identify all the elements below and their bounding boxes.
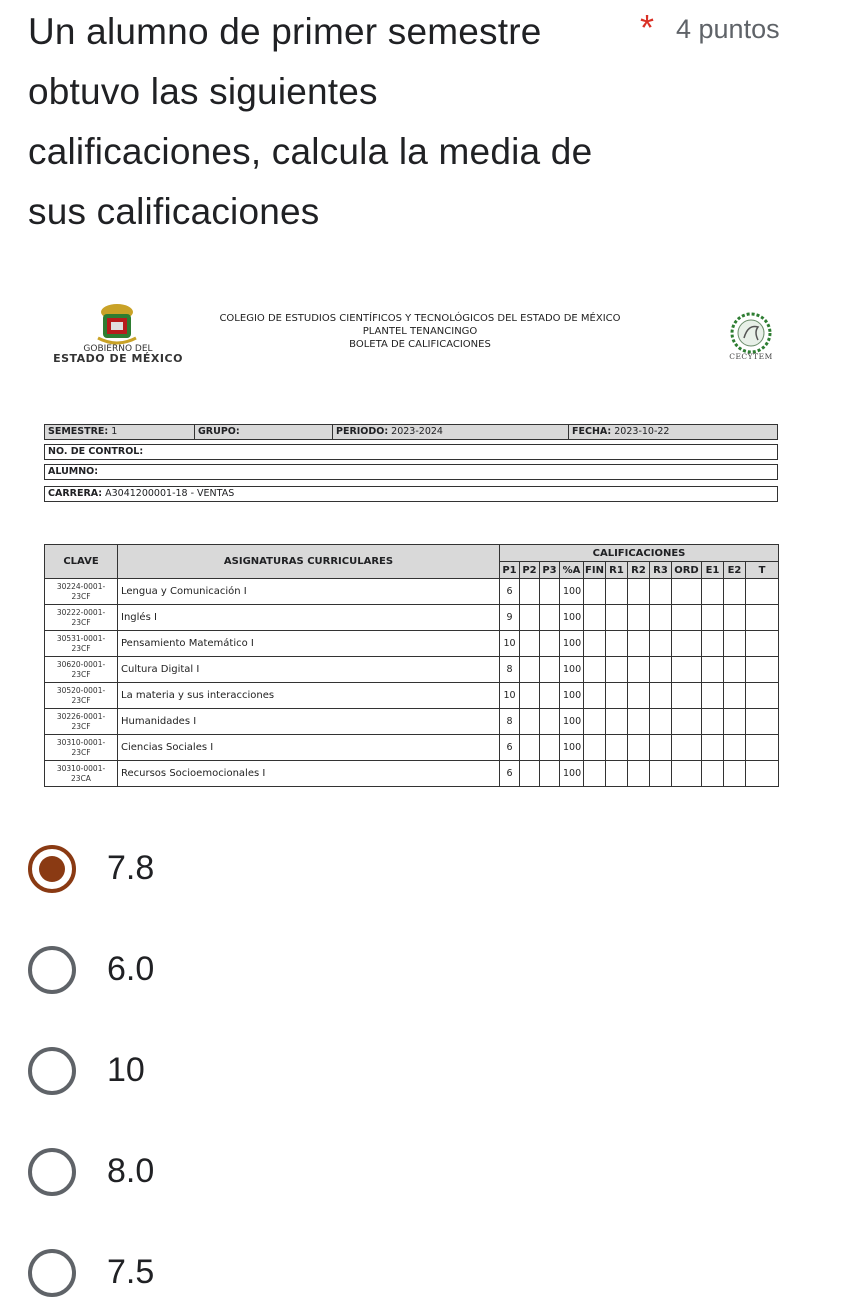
state-coat-of-arms-icon [88,302,146,346]
clave-cell: 30620-0001- 23CF [45,657,118,683]
p1-cell: 8 [500,657,520,683]
radio-selected-icon[interactable] [28,845,76,893]
header-p1: P1 [500,562,520,579]
cecytem-logo-icon [728,310,774,356]
header-e2: E2 [724,562,746,579]
p1-cell: 10 [500,683,520,709]
pct-cell: 100 [560,683,584,709]
header-r1: R1 [606,562,628,579]
clave-cell: 30224-0001- 23CF [45,579,118,605]
info-row-control: NO. DE CONTROL: [44,444,778,460]
radio-unselected-icon[interactable] [28,946,76,994]
subject-cell: Cultura Digital I [118,657,500,683]
info-row-carrera: CARRERA: A3041200001-18 - VENTAS [44,486,778,502]
option-7-5[interactable] [28,1222,808,1316]
radio-unselected-icon[interactable] [28,1047,76,1095]
table-row [45,709,779,735]
subject-cell: Ciencias Sociales I [118,735,500,761]
answer-options [28,818,808,1316]
subject-cell: Inglés I [118,605,500,631]
p1-cell: 8 [500,709,520,735]
table-row [45,631,779,657]
table-row [45,657,779,683]
option-8-0[interactable] [28,1121,808,1222]
option-label: 7.8 [107,849,155,887]
header-r3: R3 [650,562,672,579]
info-row-alumno: ALUMNO: [44,464,778,480]
grades-table [44,544,779,787]
header-asignaturas: ASIGNATURAS CURRICULARES [118,545,500,579]
plantel-name: PLANTEL TENANCINGO [362,326,478,337]
p1-cell: 6 [500,761,520,787]
header-pct-a: %A [560,562,584,579]
clave-cell: 30520-0001- 23CF [45,683,118,709]
header-p3: P3 [540,562,560,579]
subject-cell: Recursos Socioemocionales I [118,761,500,787]
report-heading [210,312,630,351]
pct-cell: 100 [560,735,584,761]
info-row-semestre: SEMESTRE: 1 GRUPO: PERIODO: 2023-2024 FECHA: 2023-10-22 [44,424,778,440]
p1-cell: 6 [500,735,520,761]
option-label: 6.0 [107,950,155,988]
subject-cell: La materia y sus interacciones [118,683,500,709]
pct-cell: 100 [560,761,584,787]
option-7-8[interactable] [28,818,808,919]
header-t: T [746,562,779,579]
pct-cell: 100 [560,657,584,683]
report-card-image [40,298,782,806]
pct-cell: 100 [560,579,584,605]
radio-unselected-icon[interactable] [28,1148,76,1196]
table-row [45,683,779,709]
header-fin: FIN [584,562,606,579]
option-label: 7.5 [107,1253,155,1291]
clave-cell: 30310-0001- 23CA [45,761,118,787]
header-calificaciones: CALIFICACIONES [500,545,779,562]
p1-cell: 10 [500,631,520,657]
table-row [45,761,779,787]
subject-cell: Pensamiento Matemático I [118,631,500,657]
table-row [45,735,779,761]
clave-cell: 30226-0001- 23CF [45,709,118,735]
option-label: 8.0 [107,1152,155,1190]
p1-cell: 6 [500,579,520,605]
pct-cell: 100 [560,605,584,631]
clave-cell: 30222-0001- 23CF [45,605,118,631]
header-clave: CLAVE [45,545,118,579]
cecytem-label: CECYTEM [729,352,773,361]
header-r2: R2 [628,562,650,579]
government-label: GOBIERNO DEL ESTADO DE MÉXICO [53,344,183,365]
p1-cell: 9 [500,605,520,631]
document-title: BOLETA DE CALIFICACIONES [349,339,491,350]
institution-name: COLEGIO DE ESTUDIOS CIENTÍFICOS Y TECNOLÓGICOS DEL ESTADO DE MÉXICO [219,313,621,324]
header-e1: E1 [702,562,724,579]
required-asterisk: * [640,7,655,48]
points-label: 4 puntos [676,14,780,44]
header-p2: P2 [520,562,540,579]
subject-cell: Lengua y Comunicación I [118,579,500,605]
clave-cell: 30310-0001- 23CF [45,735,118,761]
subject-cell: Humanidades I [118,709,500,735]
pct-cell: 100 [560,709,584,735]
header-ord: ORD [672,562,702,579]
table-row [45,579,779,605]
option-6-0[interactable] [28,919,808,1020]
question-title: Un alumno de primer semestre obtuvo las siguientes calificaciones, calcula la media de sus calificaciones [28,11,593,232]
pct-cell: 100 [560,631,584,657]
table-row [45,605,779,631]
radio-unselected-icon[interactable] [28,1249,76,1297]
option-10[interactable] [28,1020,808,1121]
option-label: 10 [107,1051,145,1089]
clave-cell: 30531-0001- 23CF [45,631,118,657]
